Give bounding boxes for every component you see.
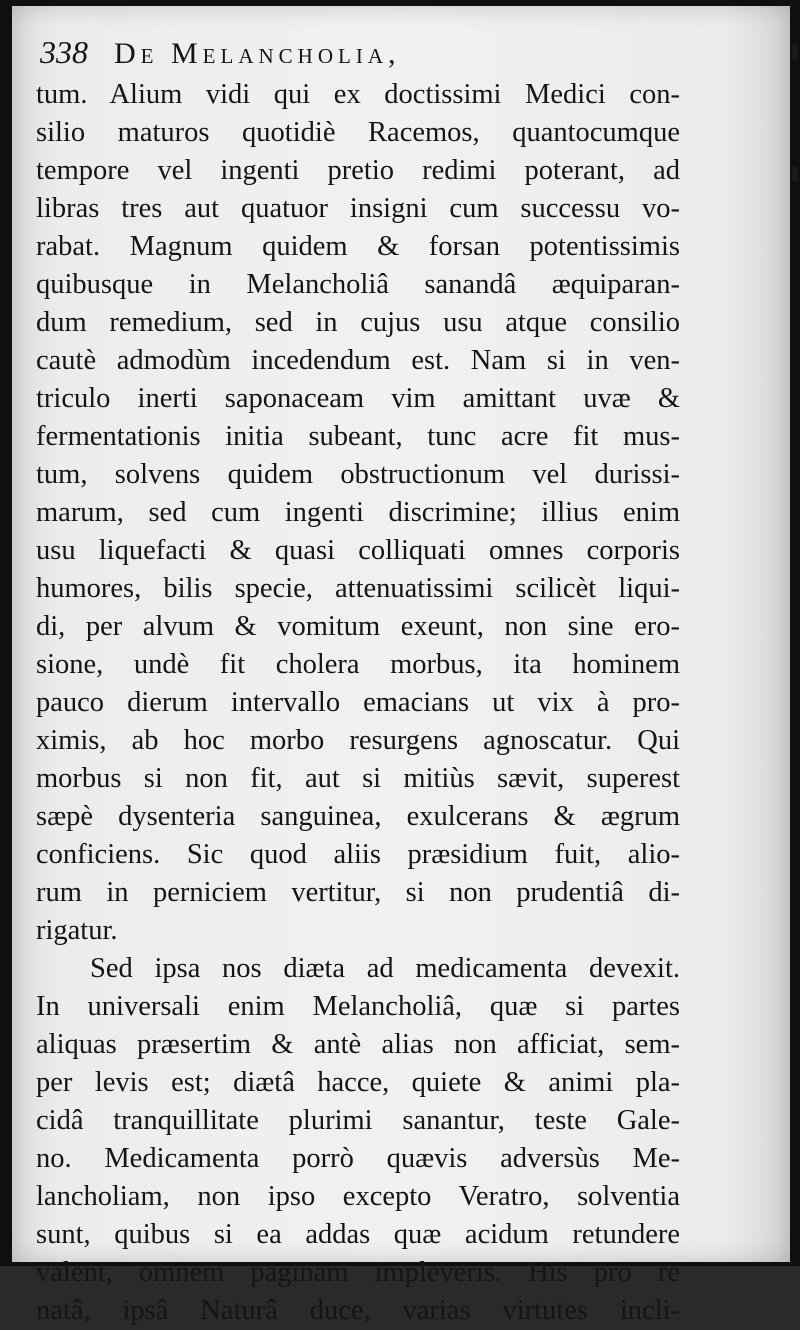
running-title: De Melancholia, <box>114 37 401 70</box>
text-line: cautè admodùm incedendum est. Nam si in ven- <box>36 345 680 376</box>
text-line: per levis est; diætâ hacce, quiete & animi pla- <box>36 1067 680 1098</box>
text-line: valent, omnem paginam impleveris. His pro re <box>36 1257 680 1288</box>
text-line: morbus si non fit, aut si mitiùs sævit, superest <box>36 763 680 794</box>
text-line: silio maturos quotidiè Racemos, quantocumque <box>36 117 680 148</box>
text-line: sunt, quibus si ea addas quæ acidum retundere <box>36 1219 680 1250</box>
text-line: rigatur. <box>36 915 118 946</box>
body-text <box>36 76 680 1330</box>
text-line: In universali enim Melancholiâ, quæ si partes <box>36 991 680 1022</box>
text-line: rabat. Magnum quidem & forsan potentissimis <box>36 231 680 262</box>
text-line: ximis, ab hoc morbo resurgens agnoscatur. Qui <box>36 725 680 756</box>
text-line: conficiens. Sic quod aliis præsidium fuit, alio- <box>36 839 680 870</box>
page-number: 338 <box>40 34 88 70</box>
text-line: marum, sed cum ingenti discrimine; illius enim <box>36 497 680 528</box>
text-line: fermentationis initia subeant, tunc acre fit mus- <box>36 421 680 452</box>
text-line: tempore vel ingenti pretio redimi poterant, ad <box>36 155 680 186</box>
text-line: aliquas præsertim & antè alias non afficiat, sem- <box>36 1029 680 1060</box>
running-header <box>40 34 400 74</box>
page-edge-mark <box>792 44 798 60</box>
text-line: usu liquefacti & quasi colliquati omnes corporis <box>36 535 680 566</box>
text-line: di, per alvum & vomitum exeunt, non sine ero- <box>36 611 680 642</box>
text-line: sione, undè fit cholera morbus, ita hominem <box>36 649 680 680</box>
text-line: rum in perniciem vertitur, si non prudentiâ di- <box>36 877 680 908</box>
text-line: tum, solvens quidem obstructionum vel durissi- <box>36 459 680 490</box>
text-line: libras tres aut quatuor insigni cum successu vo- <box>36 193 680 224</box>
text-line: sæpè dysenteria sanguinea, exulcerans & ægrum <box>36 801 680 832</box>
text-line: lancholiam, non ipso excepto Veratro, solventia <box>36 1181 680 1212</box>
text-line: pauco dierum intervallo emacians ut vix à pro- <box>36 687 680 718</box>
text-line: natâ, ipsâ Naturâ duce, varias virtutes incli- <box>36 1295 680 1326</box>
text-line: triculo inerti saponaceam vim amittant uvæ & <box>36 383 680 414</box>
text-line: quibusque in Melancholiâ sanandâ æquiparan- <box>36 269 680 300</box>
text-line: tum. Alium vidi qui ex doctissimi Medici con- <box>36 79 680 110</box>
text-line: Sed ipsa nos diæta ad medicamenta devexit. <box>90 953 680 984</box>
text-line: dum remedium, sed in cujus usu atque consilio <box>36 307 680 338</box>
text-line: humores, bilis specie, attenuatissimi scilicèt liqui- <box>36 573 680 604</box>
text-line: cidâ tranquillitate plurimi sanantur, teste Gale- <box>36 1105 680 1136</box>
text-line: no. Medicamenta porrò quævis adversùs Me- <box>36 1143 680 1174</box>
page-edge-mark <box>792 166 798 182</box>
